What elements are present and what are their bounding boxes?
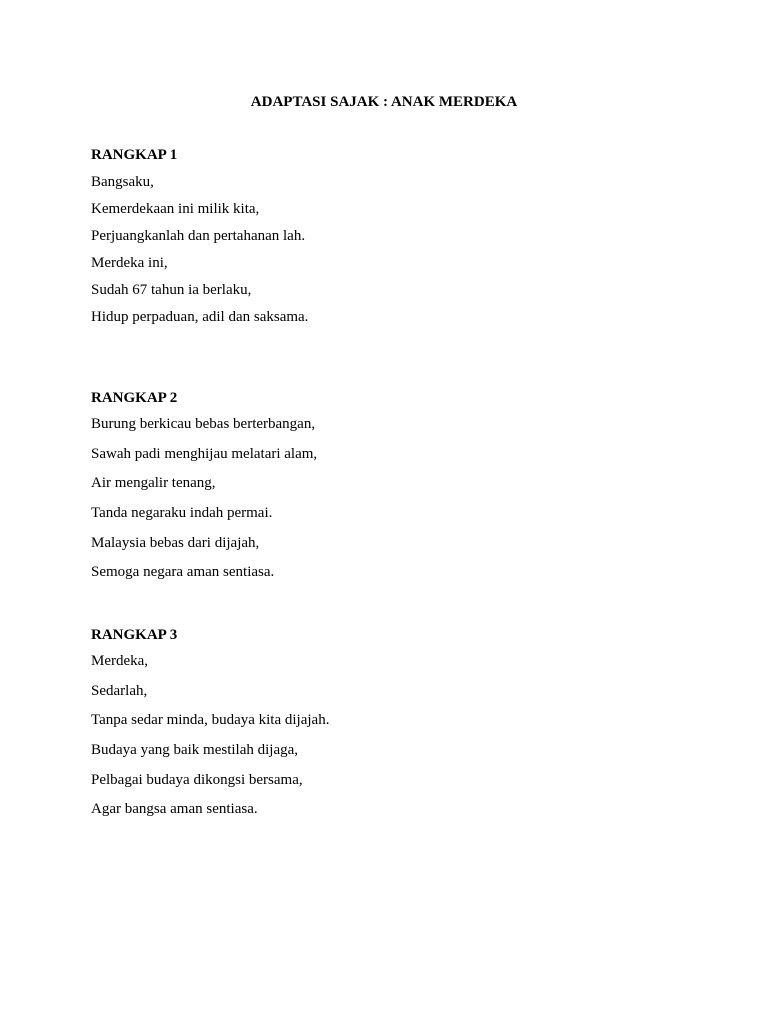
poem-line: Sudah 67 tahun ia berlaku, bbox=[91, 281, 252, 298]
poem-line: Kemerdekaan ini milik kita, bbox=[91, 200, 260, 217]
poem-line: Bangsaku, bbox=[91, 173, 154, 190]
stanza-heading: RANGKAP 1 bbox=[91, 147, 178, 163]
poem-line: Perjuangkanlah dan pertahanan lah. bbox=[91, 227, 306, 244]
poem-line: Sawah padi menghijau melatari alam, bbox=[91, 445, 318, 462]
stanza-2 bbox=[91, 389, 691, 594]
poem-line: Pelbagai budaya dikongsi bersama, bbox=[91, 771, 303, 788]
poem-line: Tanda negaraku indah permai. bbox=[91, 505, 273, 522]
stanza-heading: RANGKAP 2 bbox=[91, 390, 178, 406]
poem-line: Budaya yang baik mestilah dijaga, bbox=[91, 742, 299, 759]
poem-line: Air mengalir tenang, bbox=[91, 475, 216, 492]
stanza-heading: RANGKAP 3 bbox=[91, 627, 178, 643]
poem-line: Merdeka ini, bbox=[91, 254, 168, 271]
poem-line: Semoga negara aman sentiasa. bbox=[91, 564, 275, 581]
poem-title: ADAPTASI SAJAK : ANAK MERDEKA bbox=[250, 94, 518, 110]
poem-line: Burung berkicau bebas berterbangan, bbox=[91, 416, 316, 432]
poem-line: Tanpa sedar minda, budaya kita dijajah. bbox=[91, 712, 330, 729]
poem-line: Agar bangsa aman sentiasa. bbox=[91, 801, 258, 818]
poem-line: Hidup perpaduan, adil dan saksama. bbox=[91, 308, 309, 325]
poem-line: Merdeka, bbox=[91, 653, 149, 669]
poem-line: Malaysia bebas dari dijajah, bbox=[91, 534, 260, 551]
stanza-3 bbox=[91, 626, 691, 831]
poem-line: Sedarlah, bbox=[91, 682, 148, 699]
stanza-1 bbox=[91, 146, 691, 335]
